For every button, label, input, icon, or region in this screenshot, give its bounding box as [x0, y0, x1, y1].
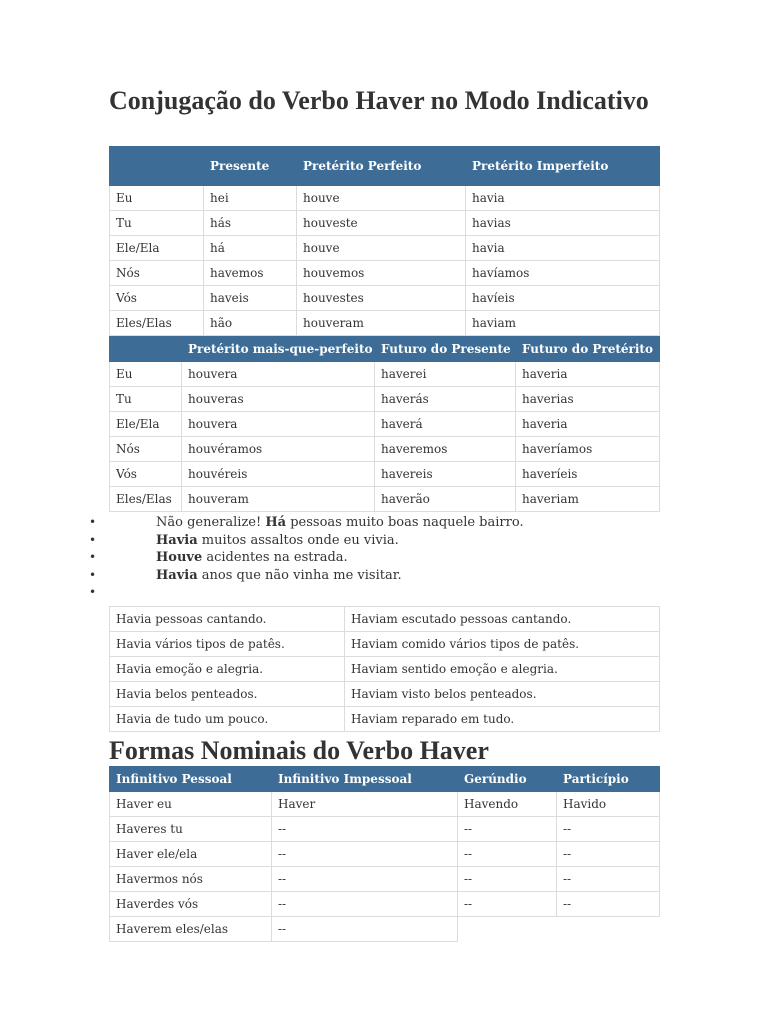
table-row	[110, 706, 660, 731]
table-cell: houvéreis	[182, 462, 375, 487]
table-indicativo-2	[109, 336, 660, 512]
table-row	[110, 186, 660, 211]
table-header-cell: Futuro do Pretérito	[516, 337, 660, 362]
table-cell: haveríamos	[516, 437, 660, 462]
table-cell: havíeis	[466, 286, 660, 311]
table-header-row	[110, 147, 660, 186]
table-cell: haveria	[516, 362, 660, 387]
table-cell: Haverem eles/elas	[110, 916, 272, 941]
table-cell: Havia emoção e alegria.	[110, 656, 345, 681]
table-indicativo-1	[109, 146, 660, 336]
table-cell: --	[272, 916, 458, 941]
table-cell: Haviam sentido emoção e alegria.	[345, 656, 660, 681]
table-cell: Haver	[272, 791, 458, 816]
bullet-icon: •	[89, 567, 97, 582]
table-cell: Haviam reparado em tudo.	[345, 706, 660, 731]
table-header-cell: Pretérito mais-que-perfeito	[182, 337, 375, 362]
table-cell: Vós	[110, 462, 182, 487]
table-cell: Havia pessoas cantando.	[110, 606, 345, 631]
table-cell: haverá	[375, 412, 516, 437]
table-row	[110, 487, 660, 512]
table-cell: houve	[297, 236, 466, 261]
table-cell: Havendo	[458, 791, 557, 816]
table-cell: havíamos	[466, 261, 660, 286]
table-cell: Haver ele/ela	[110, 841, 272, 866]
table-cell: --	[272, 816, 458, 841]
list-item	[89, 532, 639, 550]
examples-list	[89, 514, 639, 602]
table-cell: Tu	[110, 387, 182, 412]
list-item	[89, 514, 639, 532]
table-cell: --	[557, 816, 660, 841]
table-row	[110, 891, 660, 916]
table-formas-nominais	[109, 766, 660, 942]
table-cell: há	[204, 236, 297, 261]
table-cell: houvestes	[297, 286, 466, 311]
example-verb: Havia	[156, 532, 198, 548]
table-cell: Ele/Ela	[110, 236, 204, 261]
table-cell: Tu	[110, 211, 204, 236]
table-header-cell: Pretérito Perfeito	[297, 147, 466, 186]
table-cell: Haviam escutado pessoas cantando.	[345, 606, 660, 631]
table-cell: Ele/Ela	[110, 412, 182, 437]
table-cell: Havia de tudo um pouco.	[110, 706, 345, 731]
example-text: Não generalize!	[156, 515, 266, 530]
table-cell: Haver eu	[110, 791, 272, 816]
table-cell: Haviam visto belos penteados.	[345, 681, 660, 706]
table-row	[110, 791, 660, 816]
bullet-icon: •	[89, 532, 97, 547]
table-cell: Haverdes vós	[110, 891, 272, 916]
table-cell: haveremos	[375, 437, 516, 462]
table-cell: houvéramos	[182, 437, 375, 462]
table-row	[110, 362, 660, 387]
table-cell: Eu	[110, 362, 182, 387]
table-body	[110, 791, 660, 941]
table-cell: Eu	[110, 186, 204, 211]
table-header-cell	[110, 337, 182, 362]
section-title-indicativo: Conjugação do Verbo Haver no Modo Indicativo	[109, 86, 649, 115]
table-cell: --	[458, 891, 557, 916]
table-cell: --	[458, 816, 557, 841]
table-row	[110, 311, 660, 336]
table-cell: houveram	[182, 487, 375, 512]
table-cell: haverias	[516, 387, 660, 412]
table-cell: haveríeis	[516, 462, 660, 487]
table-cell: haveis	[204, 286, 297, 311]
table-row	[110, 606, 660, 631]
example-text: muitos assaltos onde eu vivia.	[197, 532, 399, 548]
table-header-cell	[110, 147, 204, 186]
table-cell: Haveres tu	[110, 816, 272, 841]
table-cell: Haviam comido vários tipos de patês.	[345, 631, 660, 656]
table-header-cell: Gerúndio	[458, 766, 557, 791]
example-text: pessoas muito boas naquele bairro.	[286, 515, 524, 530]
table-header-row	[110, 337, 660, 362]
bullet-icon: •	[89, 550, 97, 565]
table-cell: haverão	[375, 487, 516, 512]
bullet-icon: •	[89, 585, 97, 600]
table-cell: houvera	[182, 412, 375, 437]
empty-cell	[557, 916, 660, 941]
table-body	[110, 362, 660, 512]
example-text: anos que não vinha me visitar.	[197, 567, 402, 583]
list-item	[89, 584, 639, 602]
table-row	[110, 261, 660, 286]
table-row	[110, 236, 660, 261]
table-cell: havia	[466, 186, 660, 211]
table-header-cell: Infinitivo Pessoal	[110, 766, 272, 791]
table-header-cell: Particípio	[557, 766, 660, 791]
table-cell: --	[557, 841, 660, 866]
table-row	[110, 681, 660, 706]
table-row	[110, 286, 660, 311]
table-cell: Eles/Elas	[110, 487, 182, 512]
table-cell: Havia belos penteados.	[110, 681, 345, 706]
table-cell: havias	[466, 211, 660, 236]
document-page	[89, 86, 659, 942]
table-cell: houveram	[297, 311, 466, 336]
table-cell: hás	[204, 211, 297, 236]
table-row	[110, 387, 660, 412]
table-cell: haveriam	[516, 487, 660, 512]
table-cell: --	[272, 866, 458, 891]
table-cell: Havido	[557, 791, 660, 816]
table-body	[110, 606, 660, 731]
table-cell: Havia vários tipos de patês.	[110, 631, 345, 656]
table-cell: --	[458, 841, 557, 866]
list-item	[89, 549, 639, 567]
table-cell: haviam	[466, 311, 660, 336]
table-cell: houve	[297, 186, 466, 211]
table-header-cell: Futuro do Presente	[375, 337, 516, 362]
table-row	[110, 866, 660, 891]
example-verb: Havia	[156, 567, 198, 583]
table-cell: Havermos nós	[110, 866, 272, 891]
table-cell: havia	[466, 236, 660, 261]
table-cell: --	[458, 866, 557, 891]
table-cell: houvemos	[297, 261, 466, 286]
table-cell: havereis	[375, 462, 516, 487]
table-header-row	[110, 766, 660, 791]
table-row	[110, 656, 660, 681]
table-row	[110, 916, 660, 941]
table-row	[110, 437, 660, 462]
table-body	[110, 186, 660, 336]
table-examples	[109, 606, 660, 732]
example-verb: Há	[265, 515, 287, 530]
table-row	[110, 631, 660, 656]
empty-cell	[458, 916, 557, 941]
table-cell: Eles/Elas	[110, 311, 204, 336]
table-row	[110, 841, 660, 866]
table-header-cell: Infinitivo Impessoal	[272, 766, 458, 791]
table-cell: --	[557, 891, 660, 916]
table-header-cell: Presente	[204, 147, 297, 186]
table-header-cell: Pretérito Imperfeito	[466, 147, 660, 186]
table-cell: haverás	[375, 387, 516, 412]
table-row	[110, 816, 660, 841]
table-row	[110, 412, 660, 437]
table-row	[110, 462, 660, 487]
table-cell: Nós	[110, 261, 204, 286]
table-cell: --	[272, 891, 458, 916]
table-cell: --	[557, 866, 660, 891]
table-cell: houveras	[182, 387, 375, 412]
list-item	[89, 567, 639, 585]
table-cell: houvera	[182, 362, 375, 387]
table-cell: haveria	[516, 412, 660, 437]
table-cell: hão	[204, 311, 297, 336]
table-row	[110, 211, 660, 236]
bullet-icon: •	[89, 515, 97, 529]
table-cell: havemos	[204, 261, 297, 286]
table-cell: houveste	[297, 211, 466, 236]
table-cell: Vós	[110, 286, 204, 311]
example-verb: Houve	[156, 550, 203, 566]
section-title-formas-nominais: Formas Nominais do Verbo Haver	[109, 735, 489, 765]
table-cell: --	[272, 841, 458, 866]
table-cell: hei	[204, 186, 297, 211]
example-text: acidentes na estrada.	[202, 550, 348, 566]
table-cell: haverei	[375, 362, 516, 387]
table-cell: Nós	[110, 437, 182, 462]
